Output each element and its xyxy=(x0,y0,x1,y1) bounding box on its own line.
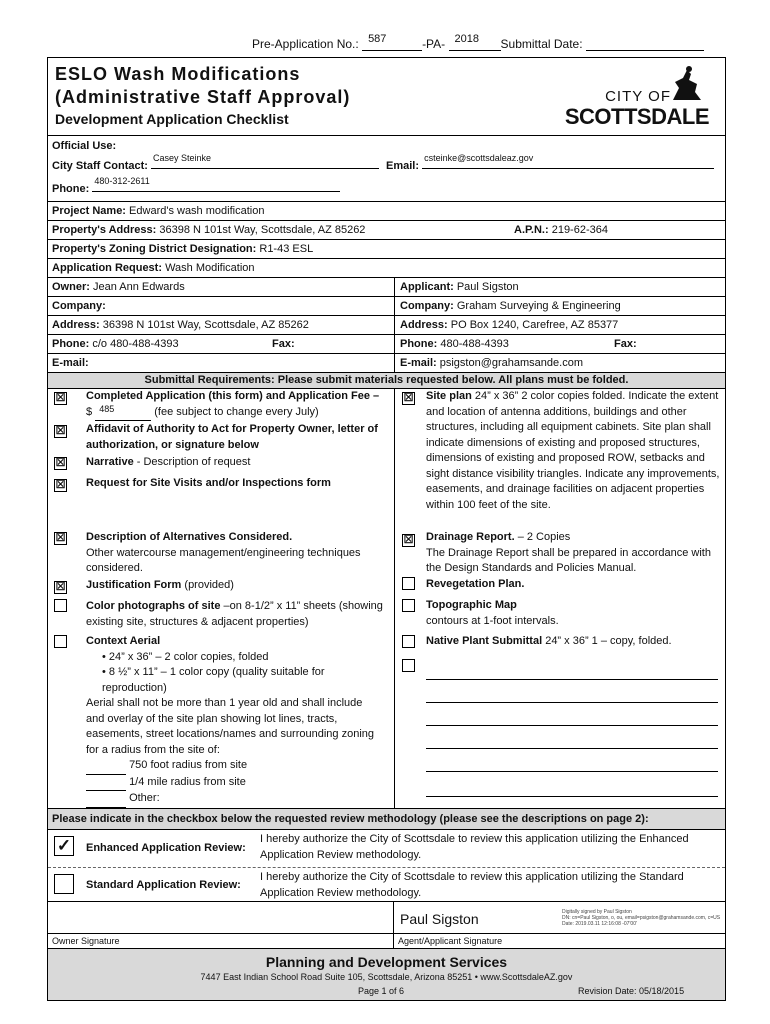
city-logo xyxy=(564,64,711,130)
submittal-date-label: Submittal Date: xyxy=(500,37,583,51)
application-request-value[interactable]: Wash Modification xyxy=(165,262,255,274)
owner-email-label: E-mail: xyxy=(52,357,89,369)
footer-address: 7447 East Indian School Road Suite 105, Scottsdale, Arizona 85251 • www.ScottsdaleAZ.gov xyxy=(200,972,573,982)
review-heading: Please indicate in the checkbox below the requested review methodology (please see the descriptions on page 2): xyxy=(52,813,649,825)
project-name-value[interactable]: Edward's wash modification xyxy=(129,205,265,217)
agent-signature-label: Agent/Applicant Signature xyxy=(398,936,503,946)
form-header xyxy=(48,58,725,136)
applicant-company-value[interactable]: Graham Surveying & Engineering xyxy=(456,300,621,312)
enhanced-review-row xyxy=(48,830,725,868)
applicant-email-label: E-mail: xyxy=(400,357,437,369)
owner-fax-label: Fax: xyxy=(272,338,295,350)
owner-signature-box[interactable] xyxy=(48,902,394,948)
cowboy-logo-icon xyxy=(665,64,705,104)
pa-label: -PA- xyxy=(422,37,446,51)
owner-address-value[interactable]: 36398 N 101st Way, Scottsdale, AZ 85262 xyxy=(102,319,309,331)
req-affidavit: Affidavit of Authority to Act for Property Owner, letter of authorization, or signature below xyxy=(86,423,378,451)
radius-other-field[interactable] xyxy=(86,791,126,808)
blank-line-4[interactable] xyxy=(426,748,718,749)
staff-email-label: Email: xyxy=(386,160,420,172)
email-row xyxy=(48,354,725,373)
staff-phone-field[interactable]: 480-312-2611 xyxy=(92,180,340,192)
checkbox-drainage-report[interactable]: ☒ xyxy=(403,534,414,546)
signature-section xyxy=(48,902,725,948)
req-application: Completed Application (this form) and Application Fee – $ 485 (fee subject to change every July) xyxy=(86,389,386,421)
applicant-company-label: Company: xyxy=(400,300,454,312)
req-context-aerial: Context Aerial • 24” x 36” – 2 color copies, folded • 8 ½” x 11” – 1 color copy (quality suitable for reproduction) Aerial shall not be more than 1 year old and shall include and overlay of the site plan showing lot lines, tracts, easements, street locations/names and surrounding zoning for a radius from the site of: 750 foot radius from site 1/4 mile radius from site Other: xyxy=(86,634,386,808)
standard-review-row xyxy=(48,868,725,902)
staff-contact-field[interactable]: Casey Steinke xyxy=(151,157,379,169)
req-alternatives: Description of Alternatives Considered. Other watercourse management/engineering techniques considered. xyxy=(86,531,361,574)
zoning-value[interactable]: R1-43 ESL xyxy=(259,243,314,255)
checkbox-application[interactable]: ☒ xyxy=(55,392,66,404)
property-address-value[interactable]: 36398 N 101st Way, Scottsdale, AZ 85262 xyxy=(159,224,366,236)
applicant-fax-label: Fax: xyxy=(614,338,637,350)
agent-signature-name: Paul Sigston xyxy=(400,911,479,927)
owner-company-label: Company: xyxy=(52,300,106,312)
address-row xyxy=(48,316,725,335)
checkbox-topographic-map[interactable] xyxy=(402,599,415,612)
applicant-address-value[interactable]: PO Box 1240, Carefree, AZ 85377 xyxy=(450,319,619,331)
checkbox-justification[interactable]: ☒ xyxy=(55,581,66,593)
project-name-label: Project Name: xyxy=(52,205,126,217)
owner-label: Owner: xyxy=(52,281,90,293)
pre-application-line xyxy=(252,33,704,51)
column-divider xyxy=(394,278,395,373)
footer-page-number: Page 1 of 6 xyxy=(358,986,405,996)
applicant-phone-value[interactable]: 480-488-4393 xyxy=(440,338,509,350)
checkbox-narrative[interactable]: ☒ xyxy=(55,457,66,469)
blank-line-5[interactable] xyxy=(426,771,718,772)
standard-review-label: Standard Application Review: xyxy=(86,879,241,891)
submittal-date-field[interactable] xyxy=(586,37,704,51)
aerial-bullet-1: 24” x 36” – 2 color copies, folded xyxy=(108,650,269,663)
logo-scottsdale-text: SCOTTSDALE xyxy=(564,104,709,129)
staff-email-field[interactable]: csteinke@scottsdaleaz.gov xyxy=(422,157,714,169)
owner-phone-value[interactable]: c/o 480-488-4393 xyxy=(92,338,179,350)
application-request-label: Application Request: xyxy=(52,262,163,274)
applicant-label: Applicant: xyxy=(400,281,454,293)
req-drainage-report: Drainage Report. – 2 Copies The Drainage Report shall be prepared in accordance with the Design Standards and Policies Manual. xyxy=(426,531,711,574)
fee-field[interactable]: 485 xyxy=(95,405,151,422)
owner-phone-label: Phone: xyxy=(52,338,90,350)
applicant-phone-label: Phone: xyxy=(400,338,438,350)
checkbox-site-plan[interactable]: ☒ xyxy=(403,392,414,404)
blank-line-1[interactable] xyxy=(426,679,718,680)
req-site-visits: Request for Site Visits and/or Inspections form xyxy=(86,477,331,489)
project-name-row xyxy=(48,202,725,221)
req-topographic-map: Topographic Map contours at 1-foot intervals. xyxy=(426,599,559,627)
application-request-row xyxy=(48,259,725,278)
checkbox-alternatives[interactable]: ☒ xyxy=(55,532,66,544)
apn-value[interactable]: 219-62-364 xyxy=(551,224,608,236)
property-address-row xyxy=(48,221,725,240)
form-title: ESLO Wash Modifications xyxy=(55,64,301,84)
enhanced-review-label: Enhanced Application Review: xyxy=(86,842,246,854)
req-native-plant: Native Plant Submittal 24” x 36” 1 – copy, folded. xyxy=(426,635,672,647)
official-use-section xyxy=(48,136,725,202)
blank-line-2[interactable] xyxy=(426,702,718,703)
aerial-description: Aerial shall not be more than 1 year old and shall include and overlay of the site plan showing lot lines, tracts, easements, street locations/names and surrounding zoning for a radius from the site of: xyxy=(86,697,375,756)
phone-row xyxy=(48,335,725,354)
pa-year-field[interactable]: 2018 xyxy=(449,37,501,51)
blank-line-6[interactable] xyxy=(426,796,718,797)
checkbox-other[interactable] xyxy=(402,659,415,672)
staff-contact-label: City Staff Contact: xyxy=(52,160,148,172)
pre-app-number-field[interactable]: 587 xyxy=(362,37,422,51)
applicant-email-value[interactable]: psigston@grahamsande.com xyxy=(439,357,583,369)
requirements-divider xyxy=(394,389,395,809)
checkbox-revegetation[interactable] xyxy=(402,577,415,590)
footer-department: Planning and Development Services xyxy=(265,954,508,970)
pre-app-label: Pre-Application No.: xyxy=(252,37,359,51)
logo-city-text: CITY OF xyxy=(605,88,671,105)
applicant-address-label: Address: xyxy=(400,319,448,331)
agent-signature-box[interactable] xyxy=(394,902,725,948)
company-row xyxy=(48,297,725,316)
req-justification: Justification Form (provided) xyxy=(86,579,234,591)
page-footer xyxy=(48,948,725,1000)
checkbox-context-aerial[interactable] xyxy=(54,635,67,648)
checkbox-native-plant[interactable] xyxy=(402,635,415,648)
form-checklist-title: Development Application Checklist xyxy=(55,111,289,127)
owner-value[interactable]: Jean Ann Edwards xyxy=(92,281,185,293)
apn-label: A.P.N.: xyxy=(514,224,549,236)
radius-750-field[interactable] xyxy=(86,758,126,775)
property-address-label: Property's Address: xyxy=(52,224,157,236)
zoning-row xyxy=(48,240,725,259)
owner-signature-label: Owner Signature xyxy=(52,936,120,946)
req-site-plan: Site plan 24” x 36” 2 color copies folded. Indicate the extent and location of antenna additions, buildings and other structures, including all equipment cabinets. Site plan shall indicate dimensions of existing and proposed structures, dimensions of existing and proposed ROW, setbacks and sight distance visibility triangles. Indicate any improvements, easements, and drainage facilities on adjacent properties within 100 feet of the site. xyxy=(426,390,720,511)
applicant-value[interactable]: Paul Sigston xyxy=(456,281,519,293)
blank-line-3[interactable] xyxy=(426,725,718,726)
checkbox-enhanced-review[interactable]: ✓ xyxy=(54,836,74,856)
requirements-section xyxy=(48,389,725,809)
zoning-label: Property's Zoning District Designation: xyxy=(52,243,257,255)
enhanced-review-text: I hereby authorize the City of Scottsdale to review this application utilizing the Enhanced Application Review methodology. xyxy=(260,833,689,861)
review-heading-row xyxy=(48,809,725,830)
standard-review-text: I hereby authorize the City of Scottsdale to review this application utilizing the Standard Application Review methodology. xyxy=(260,871,684,899)
digital-signature-stamp: Digitally signed by Paul Sigston DN: cn=Paul Sigston, o, ou, email=psigston@grahamsande.com, c=US Date: 2019.03.11 12:16:08 -07'00' xyxy=(562,909,721,927)
staff-phone-label: Phone: xyxy=(52,183,90,195)
radius-quarter-mile-field[interactable] xyxy=(86,775,126,792)
form-subtitle: (Administrative Staff Approval) xyxy=(55,87,351,107)
req-narrative: Narrative - Description of request xyxy=(86,456,251,468)
requirements-heading: Submittal Requirements: Please submit materials requested below. All plans must be folded. xyxy=(48,373,725,389)
owner-applicant-row xyxy=(48,278,725,297)
req-revegetation: Revegetation Plan. xyxy=(426,578,525,590)
aerial-bullet-2: 8 ½” x 11” – 1 color copy (quality suitable for reproduction) xyxy=(102,666,325,694)
official-use-heading: Official Use: xyxy=(52,140,117,152)
checkbox-standard-review[interactable] xyxy=(54,874,74,894)
checkbox-affidavit[interactable]: ☒ xyxy=(55,425,66,437)
footer-revision-date: Revision Date: 05/18/2015 xyxy=(578,986,685,996)
form-frame xyxy=(47,57,726,1001)
req-photographs: Color photographs of site –on 8-1/2” x 11” sheets (showing existing site, structures & adjacent properties) xyxy=(86,600,383,628)
checkbox-site-visits[interactable]: ☒ xyxy=(55,479,66,491)
checkbox-photographs[interactable] xyxy=(54,599,67,612)
owner-address-label: Address: xyxy=(52,319,100,331)
